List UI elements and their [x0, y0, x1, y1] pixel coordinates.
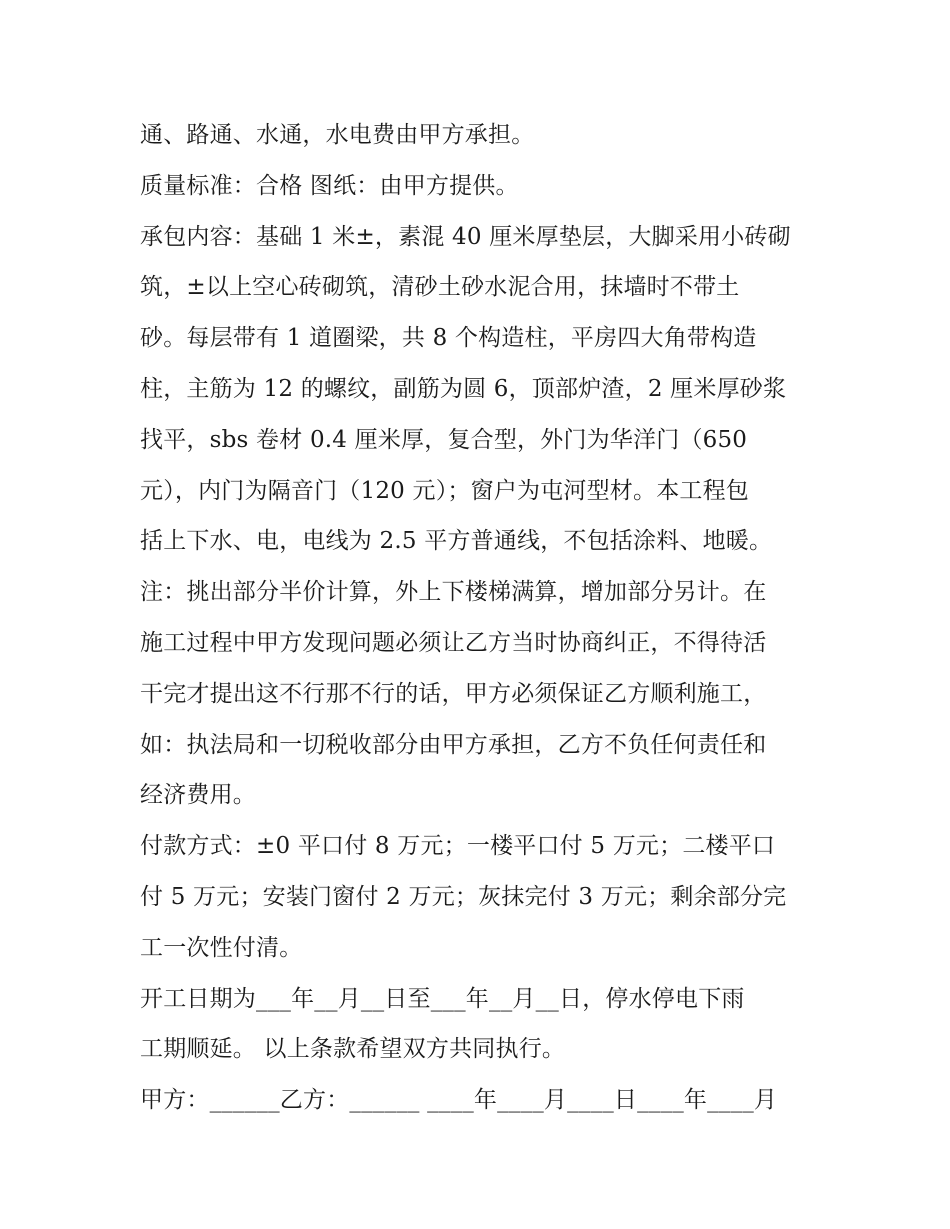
text-line: 付 5 万元；安装门窗付 2 万元；灰抹完付 3 万元；剩余部分完 [140, 883, 787, 910]
contract-body-text [140, 110, 812, 1126]
text-line: 施工过程中甲方发现问题必须让乙方当时协商纠正，不得待活 [140, 629, 767, 656]
text-line: 找平，sbs 卷材 0.4 厘米厚，复合型，外门为华洋门（650 [140, 426, 748, 453]
text-line: 通、路通、水通，水电费由甲方承担。 [140, 122, 535, 148]
text-line: 砂。每层带有 1 道圈梁，共 8 个构造柱，平房四大角带构造 [140, 325, 757, 352]
signature-line: 甲方：______乙方：______ ____年____月____日____年____月 [140, 1087, 778, 1114]
text-line: 注：挑出部分半价计算，外上下楼梯满算，增加部分另计。在 [140, 579, 767, 606]
text-line: 干完才提出这不行那不行的话，甲方必须保证乙方顺利施工， [140, 680, 767, 707]
text-line: 括上下水、电，电线为 2.5 平方普通线，不包括涂料、地暖。 [140, 528, 773, 555]
text-line: 柱，主筋为 12 的螺纹，副筋为圆 6，顶部炉渣，2 厘米厚砂浆 [140, 375, 787, 402]
text-line: 筑，±以上空心砖砌筑，清砂土砂水泥合用，抹墙时不带土 [140, 274, 740, 301]
text-line: 质量标准：合格 图纸：由甲方提供。 [140, 172, 519, 199]
text-line: 付款方式：±0 平口付 8 万元；一楼平口付 5 万元；二楼平口 [140, 833, 776, 860]
text-line: 工期顺延。 以上条款希望双方共同执行。 [140, 1036, 566, 1063]
text-line: 元），内门为隔音门（120 元）；窗户为屯河型材。本工程包 [140, 477, 750, 504]
text-line: 如：执法局和一切税收部分由甲方承担，乙方不负任何责任和 [140, 731, 767, 758]
text-line: 开工日期为___年__月__日至___年__月__日，停水停电下雨 [140, 985, 745, 1012]
text-line: 承包内容：基础 1 米±，素混 40 厘米厚垫层，大脚采用小砖砌 [140, 223, 791, 250]
text-line: 经济费用。 [140, 782, 256, 809]
text-line: 工一次性付清。 [140, 934, 303, 961]
